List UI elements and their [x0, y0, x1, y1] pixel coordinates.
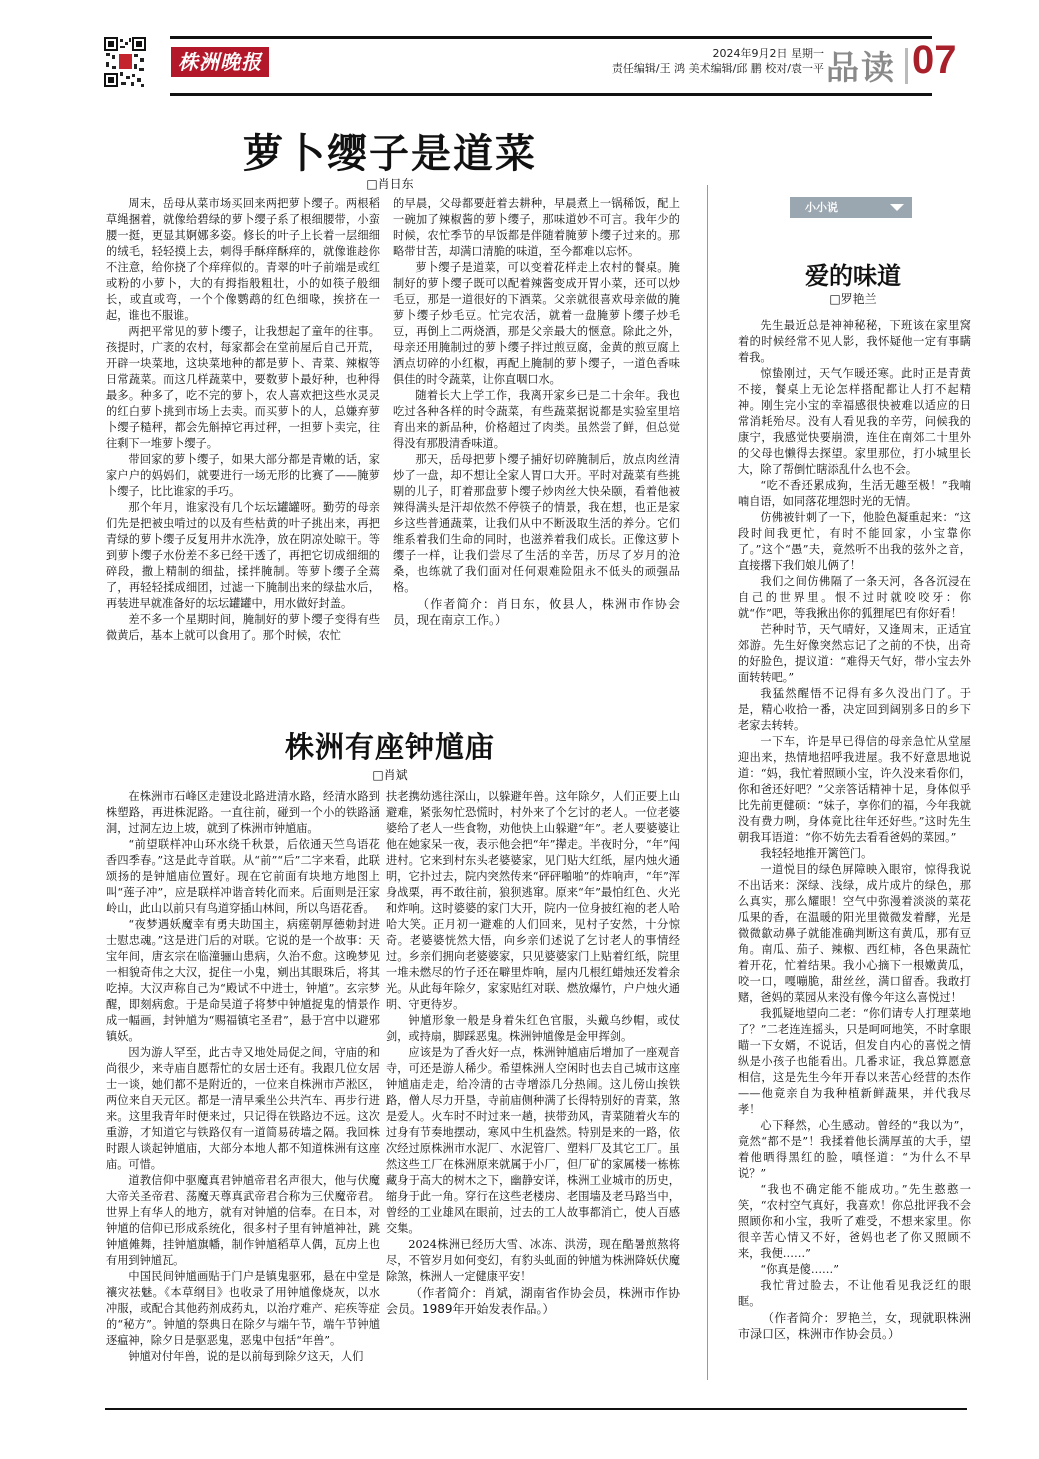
paragraph: 芒种时节，天气晴好，又逢周末，正适宜郊游。先生好像突然忘记了之前的不快，出奇的好脸色，提议道：“难得天气好，带小宝去外面转转吧。” [738, 623, 971, 684]
editor-credits: 责任编辑/王 鸿 美术编辑/邱 鹏 校对/袁一平 [611, 62, 824, 75]
paragraph: 惊蛰刚过，天气乍暖还寒。此时正是青黄不接，餐桌上无论怎样搭配都让人打不起精神。刚生完小宝的幸福感很快被难以适应的日常消耗殆尽。没有人看见我的辛劳，问候我的康宁，我感觉快要崩溃，连住在南郊二十里外的父母也懒得去探望。家里那位，打小城里长大，除了帮倒忙瞎添乱什么也不会。 [738, 367, 971, 476]
article3-title: 爱的味道 [805, 261, 901, 290]
paragraph: “前望联样冲山环水绕千秋景，后依通天竺鸟语花香四季春。”这是此寺首联。从“前”“后”二字来看，此联颂扬的是钟馗庙位置好。现在它前面有块地方地图上叫“莲子冲”，应是联样冲谐音转化而来。后面则是汪家岭山，此山以前只有鸟道穿插山林间，所以鸟语花香。 [106, 838, 380, 915]
paragraph: “我也不确定能不能成功。”先生憨憨一笑，“农村空气真好，我喜欢！你总批评我不会照顾你和小宝，我听了难受，不想来家里。你很辛苦心情又不好，爸妈也老了你又照顾不来，我便……” [738, 1183, 971, 1260]
article2-byline: □肖斌 [372, 768, 408, 782]
paragraph: 萝卜缨子是道菜，可以变着花样走上农村的餐桌。腌制好的萝卜缨子既可以配着辣酱变成开胃小菜，还可以炒毛豆，那是一道很好的下酒菜。父亲就很喜欢母亲做的腌萝卜缨子炒毛豆。忙完农活，就着一盘腌萝卜缨子炒毛豆，再倒上二两烧酒，那是父亲最大的惬意。除此之外，母亲还用腌制过的萝卜缨子拌过煎豆腐，金黄的煎豆腐上洒点切碎的小红椒，再配上腌制的萝卜缨子，一道色香味俱佳的时令蔬菜，让你直咽口水。 [393, 261, 680, 386]
author-note: （作者简介：肖斌，湖南省作协会员，株洲市作协会员。1989年开始发表作品。） [386, 1286, 680, 1316]
column-tag-label: 小小说 [805, 201, 838, 214]
header-bottom-rule [170, 93, 932, 96]
paragraph: 我们之间仿佛隔了一条天河，各各沉浸在自己的世界里。恨不过时就咬咬牙：你就“作”吧，等我揪出你的狐狸尾巴有你好看！ [738, 575, 971, 620]
page-number: 07 [912, 38, 957, 82]
article3-body [738, 318, 971, 1342]
article1-title: 萝卜缨子是道菜 [243, 131, 537, 177]
article3-byline: □罗艳兰 [829, 292, 877, 306]
author-note: （作者简介：罗艳兰，女，现就职株洲市渌口区，株洲市作协会员。） [738, 1311, 971, 1341]
section-name: 品读 [826, 48, 896, 87]
paragraph: 我忙背过脸去，不让他看见我泛红的眼眶。 [738, 1279, 971, 1308]
issue-date: 2024年9月2日 星期一 [712, 47, 824, 60]
paragraph: 带回家的萝卜缨子，如果大部分都是青嫩的话，家家户户的妈妈们，就要进行一场无形的比赛了——腌萝卜缨子，比比谁家的手巧。 [106, 453, 380, 498]
paragraph: 先生最近总是神神秘秘，下班该在家里窝着的时候经常不见人影，我怀疑他一定有事瞒着我。 [738, 319, 971, 364]
paragraph: 中国民间钟馗画贴于门户是镇鬼驱邪，悬在中堂是禳灾祛魅。《本草纲目》也收录了用钟馗像烧灰，以水冲服，或配合其他药剂成药丸，以治疗难产、疟疾等症的“秘方”。钟馗的祭典日在除夕与端午节，端午节钟馗逐瘟神，除夕日是驱恶鬼，恶鬼中包括“年兽”。 [106, 1270, 380, 1347]
paragraph: 一道悦目的绿色屏障映入眼帘，惊得我说不出话来：深绿、浅绿，成片成片的绿色，那么真实，那么耀眼！空气中弥漫着淡淡的菜花瓜果的香，在温暖的阳光里微微发着酵，光是微微歙动鼻子就能准确判断这有黄瓜，那有豆角。南瓜、茄子、辣椒、西红柿，各色果蔬忙着开花，忙着结果。我小心摘下一根嫩黄瓜，咬一口，嘎嘣脆，甜丝丝，满口留香。我敢打赌，爸妈的菜园从来没有像今年这么喜悦过！ [738, 863, 971, 1004]
footer-rule [105, 1408, 967, 1410]
header-top-rule [170, 36, 932, 39]
column-divider [707, 185, 708, 1380]
article1-column2 [393, 196, 680, 628]
paragraph: 2024株洲已经历大雪、冰冻、洪涝，现在酷暑煎熬将尽，不管岁月如何变幻，有豹头虬面的钟馗为株洲降妖伏魔除煞，株洲人一定健康平安！ [386, 1238, 680, 1283]
article1-byline: □肖日东 [366, 177, 414, 191]
paragraph: 随着长大上学工作，我离开家乡已是二十余年。我也吃过各种各样的时令蔬菜，有些蔬菜据说都是实验室里培育出来的新品种，价格超过了肉类。虽然尝了鲜，但总觉得没有那股清香味道。 [393, 389, 680, 450]
paragraph: 那个年月，谁家没有几个坛坛罐罐呀。勤劳的母亲们先是把被虫啃过的以及有些枯黄的叶子挑出来，再把青绿的萝卜缨子反复用井水洗净，放在阴凉处晾干。等到萝卜缨子水份差不多已经干透了，再把它切成细细的碎段，撒上精制的细盐，揉拌腌制。等萝卜缨子全蔫了，再轻轻揉成细团，过滤一下腌制出来的绿盐水后，再装进早就准备好的坛坛罐罐中，用水做好封盖。 [106, 501, 380, 610]
paragraph: 两把平常见的萝卜缨子，让我想起了童年的往事。孩提时，广袤的农村，每家都会在堂前屋后自己开荒，开辟一块菜地，这块菜地种的都是萝卜、青菜、辣椒等日常蔬菜。而这几样蔬菜中，要数萝卜最好种，也种得最多。种多了，吃不完的萝卜，农人喜欢把这些水灵灵的红白萝卜挑到市场上去卖。而买萝卜的人，总嫌弃萝卜缨子糙秤，都会先斛掉它再过秤，一担萝卜卖完，往往剩下一堆萝卜缨子。 [106, 325, 380, 450]
author-note: （作者简介：肖日东，攸县人，株洲市作协会员，现在南京工作。） [393, 597, 680, 627]
article2-column1 [106, 789, 380, 1365]
header-divider [905, 48, 908, 84]
article2-column2 [386, 789, 680, 1317]
paragraph: 的早晨，父母都要赶着去耕种，早晨煮上一锅稀饭，配上一碗加了辣椒酱的萝卜缨子，那味道妙不可言。我年少的时候，农忙季节的早饭都是伴随着腌萝卜缨子过来的。那略带甘苦，却满口清脆的味道，至今都难以忘怀。 [393, 197, 680, 258]
paragraph: 扶老携幼逃往深山，以躲避年兽。这年除夕，人们正要上山避难，紧张匆忙恐慌时，村外来了个乞讨的老人。一位老婆婆给了老人一些食物，劝他快上山躲避“年”。老人要婆婆让他在她家呆一夜，表示他会把“年”撵走。半夜时分，“年”闯进村。它来到村东头老婆婆家，见门贴大红纸，屋内烛火通明，它扑过去，院内突然传来“砰砰啪啪”的炸响声，“年”浑身战栗，再不敢往前，狼狈逃窜。原来“年”最怕红色、火光和炸响。这时婆婆的家门大开，院内一位身披红袍的老人哈哈大笑。正月初一避难的人们回来，见村子安然，十分惊奇。老婆婆恍然大悟，向乡亲们述说了乞讨老人的事情经过。乡亲们拥向老婆婆家，只见婆婆家门上贴着红纸，院里一堆未燃尽的竹子还在噼里炸响，屋内几根红蜡烛还发着余光。从此每年除夕，家家贴红对联、燃放爆竹，户户烛火通明、守更待岁。 [386, 790, 680, 1011]
triangle-down-icon [890, 204, 904, 211]
paragraph: 仿佛被针刺了一下，他脸色凝重起来：“这段时间我更忙，有时不能回家，小宝靠你了。”这个“愚”夫，竟然听不出我的弦外之音，直接撂下我们娘儿俩了！ [738, 511, 971, 572]
paragraph: 我轻轻地推开篱笆门。 [760, 847, 873, 860]
column-tag[interactable] [790, 197, 912, 218]
paragraph: “吃不香还累成狗，生活无趣至极！”我喃喃自语，如同落花埋怨时光的无情。 [738, 479, 971, 508]
qr-code[interactable] [104, 36, 146, 88]
paragraph: 那天，岳母把萝卜缨子捕好切碎腌制后，放点肉丝清炒了一盘，却不想让全家人胃口大开。平时对蔬菜有些挑剔的儿子，盯着那盘萝卜缨子炒肉丝大快朵颐，看着他被辣得满头是汗却依然不停筷子的情景，我在想，也正是家乡这些普通蔬菜，让我们从中不断汲取生活的养分。它们维系着我们生命的同时，也滋养着我们成长。正像这萝卜缨子一样，让我们尝尽了生活的辛苦，历尽了岁月的沧桑，也练就了我们面对任何艰难险阻永不低头的顽强品格。 [393, 453, 680, 594]
newspaper-logo[interactable]: 株洲晚报 [171, 47, 269, 77]
paragraph: 心下释然，心生感动。曾经的“我以为”，竟然“都不是”！我揉着他长满厚茧的大手，望着他晒得黑红的脸，嗔怪道：“为什么不早说？” [738, 1119, 971, 1180]
paragraph: “夜梦遇妖魔幸有勇夫助国主，病瘥朝厚德勅封进士慰忠魂。”这是进门后的对联。它说的是一个故事：天宝年间，唐玄宗在临潼骊山患病，久治不愈。这晚梦见一相貌奇伟之大汉，捉住一小鬼，剜出其眼珠后，将其吃掉。大汉声称自己为“殿试不中进士，钟馗”。玄宗梦醒，即刻病愈。于是命吴道子将梦中钟馗捉鬼的情景作成一幅画，封钟馗为“赐福镇宅圣君”，悬于宫中以避邪镇妖。 [106, 918, 380, 1043]
paragraph: 钟馗形象一般是身着朱红色官服，头戴乌纱帽，或仗剑，或持扇，脚踩恶鬼。株洲钟馗像是金甲挥剑。 [386, 1014, 680, 1043]
paragraph: 周末，岳母从菜市场买回来两把萝卜缨子。两根稻草绳捆着，就像给碧绿的萝卜缨子系了根细腰带，小蛮腰一挺，更显其婀娜多姿。修长的叶子上长着一层细细的绒毛，轻轻摸上去，刺得手酥痒酥痒的，就像谁趁你不注意，给你挠了个痒痒似的。青翠的叶子前端是或红或粉的小萝卜，大的有拇指般粗壮，小的如筷子般细长，或直或弯，一个个像鹦鹉的红色细喙，挨挤在一起，谁也不服谁。 [106, 197, 380, 322]
paragraph: 我猛然醒悟不记得有多久没出门了。于是，精心收拾一番，决定回到阔别多日的乡下老家去转转。 [738, 687, 971, 732]
paragraph: 在株洲市石峰区走建设北路进清水路，经清水路到株塑路，再进株泥路。一直往前，碰到一个小的铁路涵洞，过洞左边上坡，就到了株洲市钟馗庙。 [106, 790, 380, 835]
paragraph: 差不多一个星期时间，腌制好的萝卜缨子变得有些微黄后，基本上就可以食用了。那个时候，农忙 [106, 613, 380, 642]
paragraph: 我狐疑地望向二老：“你们请专人打理菜地了？”二老连连摇头，只是呵呵地笑，不时拿眼瞄一下女婿，不说话，但发自内心的喜悦之情纵是小孩子也能看出。几番求证，我总算愿意相信，这是先生今年开春以来苦心经营的杰作——他竟亲自为我种植新鲜蔬果，并代我尽孝！ [738, 1007, 971, 1116]
paragraph: 道教信仰中驱魔真君钟馗帝君名声很大，他与伏魔大帝关圣帝君、荡魔天尊真武帝君合称为三伏魔帝君。世界上有华人的地方，就有对钟馗的信奉。在日本，对钟馗的信仰已形成系统化，很多村子里有钟馗神社，跳钟馗傩舞，挂钟馗旗幡，制作钟馗稻草人偶，瓦房上也有用到钟馗瓦。 [106, 1174, 380, 1267]
article1-column1 [106, 196, 380, 646]
paragraph: 钟馗对付年兽，说的是以前每到除夕这天，人们 [128, 1350, 364, 1363]
paragraph: 应该是为了香火好一点，株洲钟馗庙后增加了一座观音寺，可还是游人稀少。希望株洲人空闲时也去自己城市这座钟馗庙走走，给冷清的古寺增添几分热闹。这儿傍山挨铁路，僧人尽力开垦，寺前庙侧种满了长得特别好的青菜，煞是爱人。火车时不时过来一趟，挟带劲风，青菜随着火车的过身有节奏地摆动，寒风中生机盎然。特别是来的一路，依次经过原株洲市水泥厂、水泥管厂、塑料厂及其它工厂。虽然这些工厂在株洲原来就属于小厂，但厂矿的家属楼一栋栋藏身于高大的树木之下，幽静安详，株洲工业城市的历史，缩身于此一角。穿行在这些老楼房、老围墙及老马路当中，曾经的工业雄风在眼前，过去的工人故事都消亡，使人百感交集。 [386, 1046, 680, 1235]
paragraph: 因为游人罕至，此古寺又地处局促之间，守庙的和尚很少，来寺庙自愿帮忙的女居士还有。我跟几位女居士一谈，她们都不是附近的，一位来自株洲市芦淞区，两位来自天元区。都是一清早乘坐公共汽车、再步行进来。这里我青年时便来过，只记得在铁路边不远。这次重游，才知道它与铁路仅有一道简易砖墙之隔。我回株时跟人谈起钟馗庙，大部分本地人都不知道株洲有这座庙。可惜。 [106, 1046, 380, 1171]
paragraph: “你真是傻……” [760, 1263, 839, 1276]
article2-title: 株洲有座钟馗庙 [284, 730, 495, 764]
qr-code-icon [104, 36, 146, 88]
paragraph: 一下车，许是早已得信的母亲急忙从堂屋迎出来，热情地招呼我进屋。我不好意思地说道：“妈，我忙着照顾小宝，许久没来看你们，你和爸还好吧？”父亲答话精神十足，身体似乎比先前更健硕：“妹子，享你们的福，今年我就没有费力咧，身体竟比往年还好些。”这时先生朝我耳语道：“你不妨先去看看爸妈的菜园。” [738, 735, 971, 844]
